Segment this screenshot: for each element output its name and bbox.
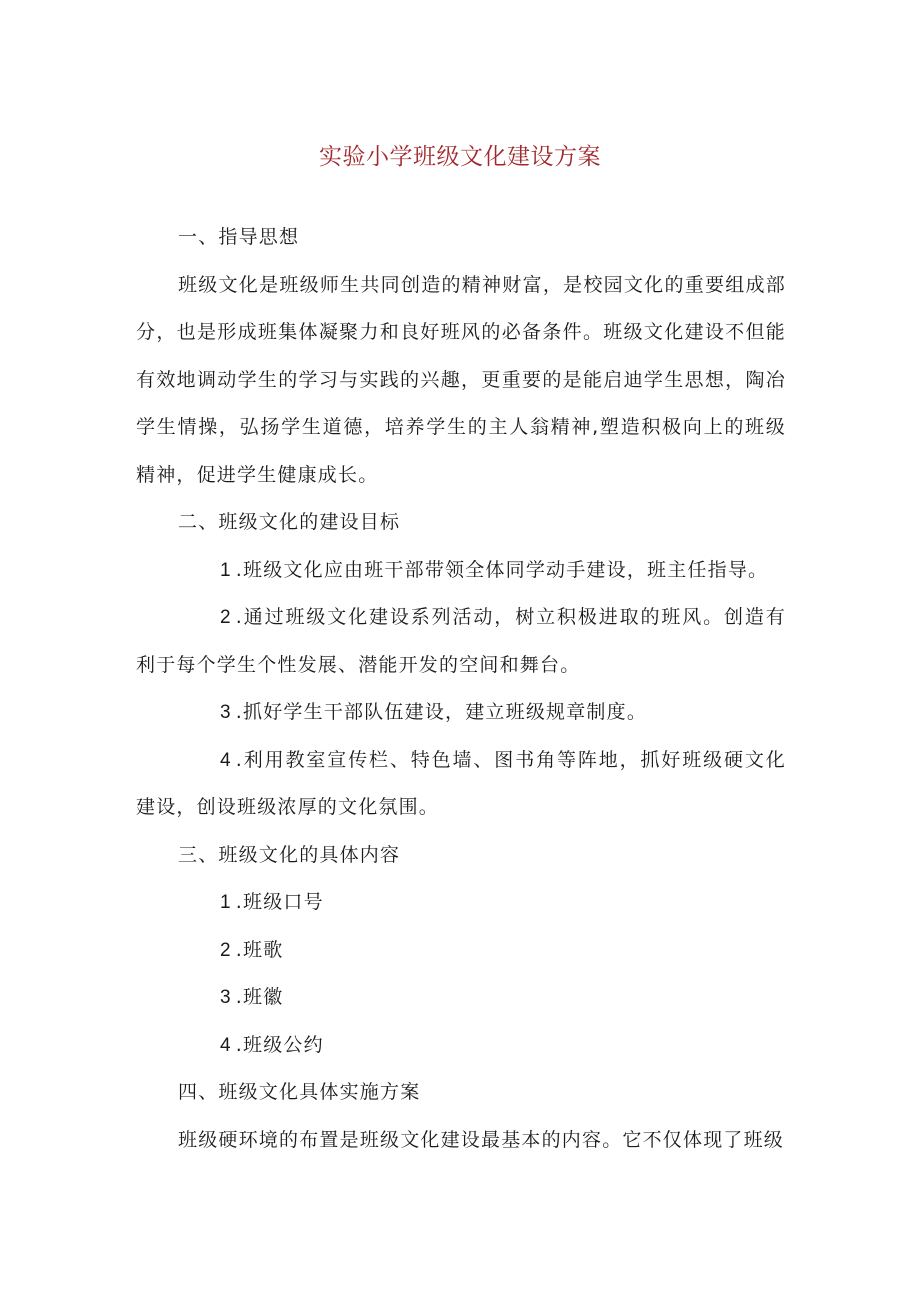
- list-item-number: 3: [220, 987, 232, 1008]
- section-heading-guiding-ideology: 一、指导思想: [178, 226, 300, 248]
- list-item-number: 2: [220, 939, 232, 961]
- list-item-text: .班级口号: [235, 891, 324, 913]
- section-heading-contents: 三、班级文化的具体内容: [178, 843, 401, 866]
- list-item-content-1: [136, 879, 786, 927]
- list-item-text: .班徽: [235, 986, 284, 1008]
- list-item-content-4: [136, 1022, 786, 1070]
- list-item-goal-4: [136, 737, 786, 832]
- list-item-text: .班级公约: [235, 1033, 324, 1056]
- list-item-number: 2: [220, 607, 232, 628]
- list-item-text: .利用教室宣传栏、特色墙、图书角等阵地，抓好班级硬文化建设，创设班级浓厚的文化氛围。: [136, 748, 786, 818]
- list-item-goal-1: [136, 547, 786, 595]
- document-title: 实验小学班级文化建设方案: [319, 144, 601, 170]
- list-item-number: 4: [220, 749, 232, 771]
- list-item-text: .班级文化应由班干部带领全体同学动手建设，班主任指导。: [235, 558, 769, 581]
- list-item-content-3: [136, 974, 786, 1022]
- list-item-number: 3: [220, 702, 232, 723]
- paragraph-implementation: 班级硬环境的布置是班级文化建设最基本的内容。它不仅体现了班级: [178, 1128, 785, 1151]
- section-heading-goals: 二、班级文化的建设目标: [178, 511, 401, 533]
- list-item-goal-2: [136, 594, 786, 689]
- list-item-text: .抓好学生干部队伍建设，建立班级规章制度。: [235, 701, 648, 723]
- list-item-number: 1: [220, 559, 232, 581]
- section-heading-implementation: 四、班级文化具体实施方案: [178, 1081, 421, 1103]
- list-item-content-2: [136, 927, 786, 975]
- list-item-number: 1: [220, 892, 232, 913]
- list-item-goal-3: [136, 689, 786, 737]
- list-item-number: 4: [220, 1034, 232, 1056]
- document-body: [136, 214, 786, 1164]
- list-item-text: .班歌: [235, 938, 284, 961]
- list-item-text: .通过班级文化建设系列活动，树立积极进取的班风。创造有利于每个学生个性发展、潜能开发的空间和舞台。: [136, 606, 786, 676]
- paragraph-guiding-ideology: 班级文化是班级师生共同创造的精神财富，是校园文化的重要组成部分，也是形成班集体凝聚力和良好班风的必备条件。班级文化建设不但能有效地调动学生的学习与实践的兴趣，更重要的是能启迪学生思想，陶冶学生情操，弘扬学生道德，培养学生的主人翁精神,塑造积极向上的班级精神，促进学生健康成长。: [136, 273, 786, 486]
